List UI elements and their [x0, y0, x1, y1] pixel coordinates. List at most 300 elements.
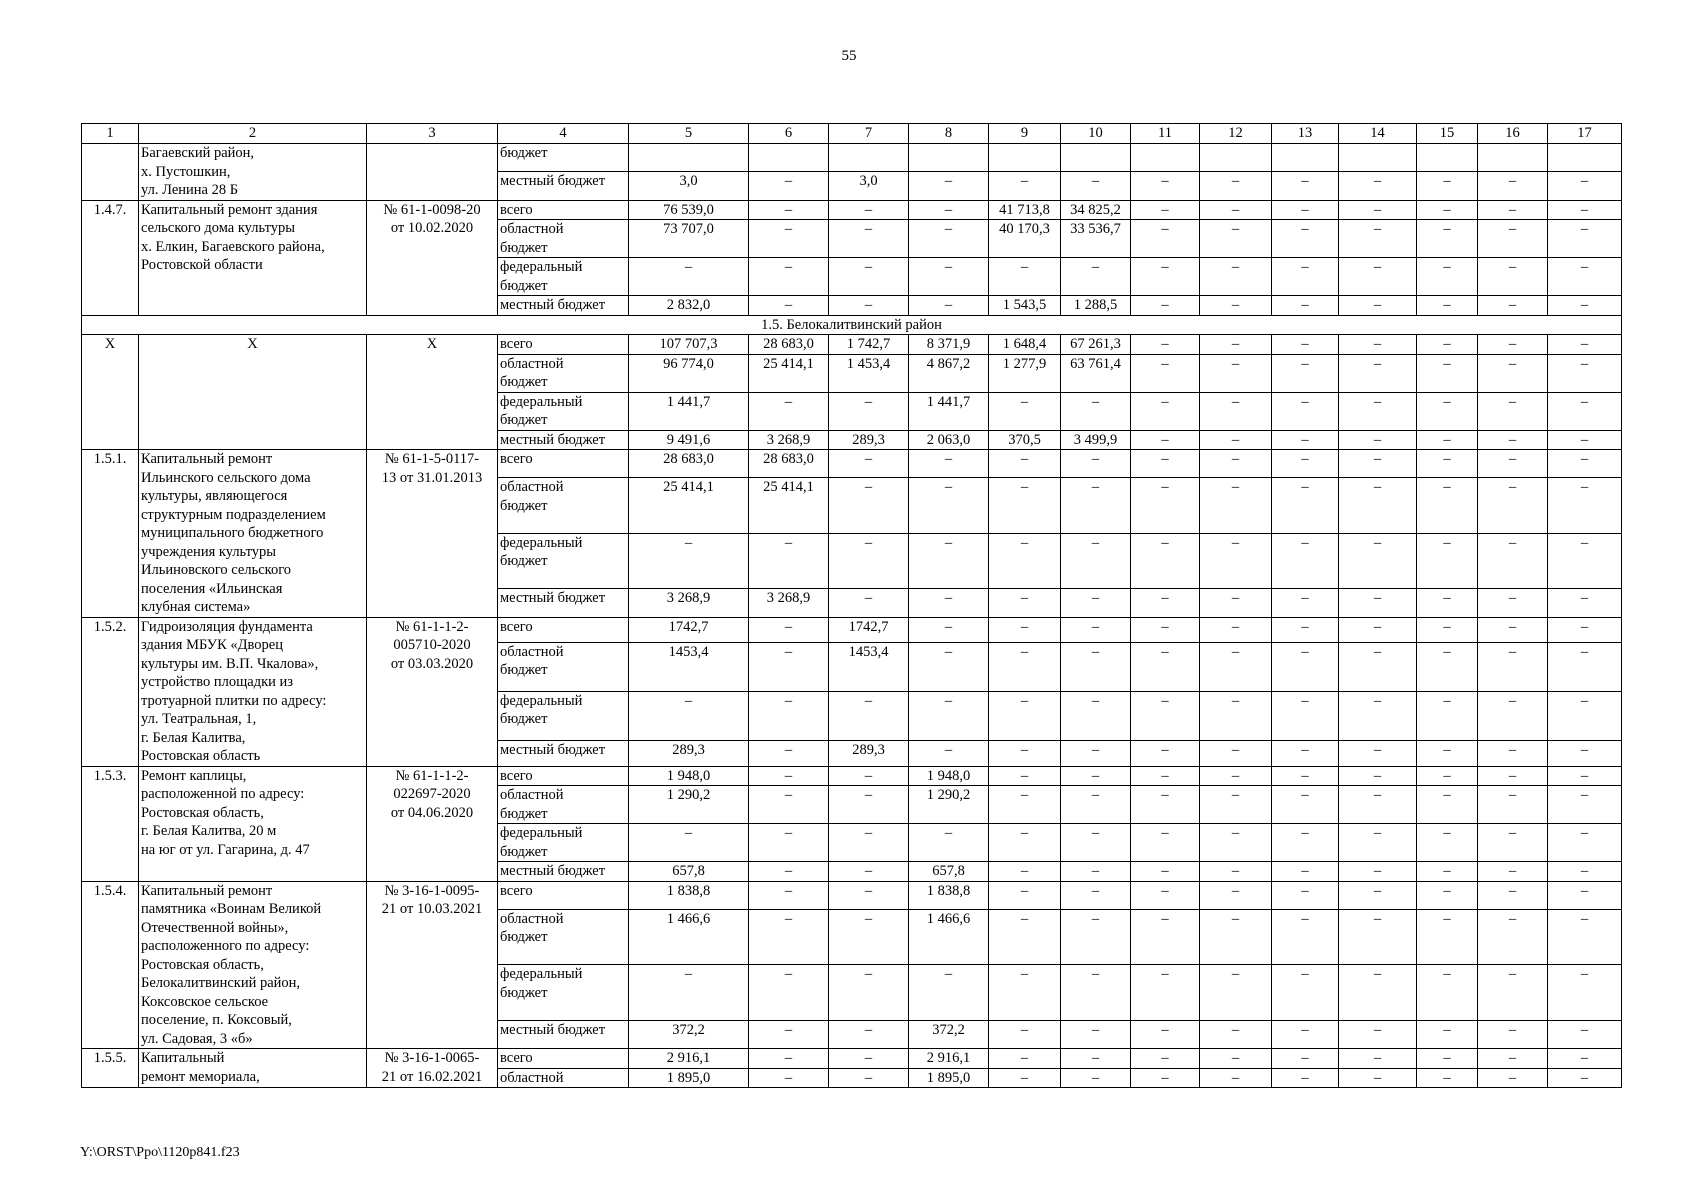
amount-cell: 289,3 [829, 741, 909, 766]
amount-cell: – [1131, 1049, 1200, 1069]
amount-cell: – [1417, 450, 1478, 478]
amount-cell: – [1339, 824, 1417, 862]
column-number: 3 [367, 124, 498, 144]
amount-cell: – [749, 617, 829, 642]
amount-cell: – [629, 965, 749, 1020]
amount-cell: – [1417, 824, 1478, 862]
footer-path: Y:\ORST\Ppo\1120p841.f23 [80, 1145, 240, 1160]
amount-cell: – [989, 1020, 1061, 1048]
amount-cell: – [1478, 909, 1548, 964]
amount-cell: – [1200, 881, 1272, 909]
amount-cell: – [989, 881, 1061, 909]
amount-cell: – [1339, 1049, 1417, 1069]
amount-cell: 1453,4 [829, 642, 909, 691]
amount-cell: 33 536,7 [1061, 220, 1131, 258]
table-row [82, 1049, 1622, 1069]
amount-cell: – [1548, 1020, 1622, 1048]
funding-source: местный бюджет [498, 862, 629, 882]
amount-cell: – [1131, 824, 1200, 862]
amount-cell: – [1417, 1049, 1478, 1069]
funding-source: федеральный бюджет [498, 691, 629, 740]
amount-cell: – [1417, 430, 1478, 450]
amount-cell: – [989, 392, 1061, 430]
amount-cell: – [1548, 478, 1622, 533]
amount-cell: – [1131, 354, 1200, 392]
amount-cell: – [989, 766, 1061, 786]
amount-cell: – [749, 862, 829, 882]
document-number: № 61-1-1-2- 005710-2020 от 03.03.2020 [367, 617, 498, 766]
document-number: № 3-16-1-0095- 21 от 10.03.2021 [367, 881, 498, 1049]
amount-cell: – [1548, 220, 1622, 258]
amount-cell: 25 414,1 [629, 478, 749, 533]
amount-cell: 657,8 [629, 862, 749, 882]
item-number: 1.4.7. [82, 200, 139, 315]
amount-cell: – [749, 1049, 829, 1069]
amount-cell: – [749, 691, 829, 740]
amount-cell: – [1478, 354, 1548, 392]
amount-cell: – [1272, 335, 1339, 355]
amount-cell: – [1339, 862, 1417, 882]
amount-cell: 1 838,8 [909, 881, 989, 909]
amount-cell: – [1200, 392, 1272, 430]
amount-cell: – [1131, 642, 1200, 691]
amount-cell: – [909, 258, 989, 296]
amount-cell: 3,0 [829, 172, 909, 200]
column-number: 1 [82, 124, 139, 144]
amount-cell: – [909, 478, 989, 533]
amount-cell: – [909, 617, 989, 642]
table-row [82, 335, 1622, 355]
amount-cell: – [1131, 691, 1200, 740]
amount-cell: – [829, 220, 909, 258]
page-number: 55 [841, 48, 857, 64]
amount-cell: – [829, 881, 909, 909]
amount-cell: – [1200, 617, 1272, 642]
amount-cell: – [1417, 172, 1478, 200]
funding-source: федеральный бюджет [498, 824, 629, 862]
amount-cell: – [1272, 450, 1339, 478]
document-number: № 61-1-0098-20 от 10.02.2020 [367, 200, 498, 315]
funding-source: областной бюджет [498, 220, 629, 258]
amount-cell: – [1478, 533, 1548, 588]
amount-cell: 76 539,0 [629, 200, 749, 220]
amount-cell: – [1272, 741, 1339, 766]
amount-cell: – [1061, 691, 1131, 740]
amount-cell: 28 683,0 [749, 450, 829, 478]
amount-cell: – [1061, 533, 1131, 588]
amount-cell: – [1478, 1020, 1548, 1048]
amount-cell: – [989, 691, 1061, 740]
amount-cell: – [1200, 741, 1272, 766]
amount-cell: – [1200, 1020, 1272, 1048]
amount-cell [1061, 144, 1131, 172]
amount-cell: – [1478, 589, 1548, 617]
amount-cell: – [1131, 881, 1200, 909]
amount-cell: – [1131, 200, 1200, 220]
amount-cell: – [829, 965, 909, 1020]
item-name: Капитальный ремонт памятника «Воинам Великой Отечественной войны», расположенного по адресу: Ростовская область, Белокалитвинский район, Коксовское сельское поселение, п. Коксовый, ул. Садовая, 3 «б» [139, 881, 367, 1049]
amount-cell [749, 144, 829, 172]
amount-cell: – [1417, 786, 1478, 824]
amount-cell: – [1417, 691, 1478, 740]
amount-cell: – [1478, 392, 1548, 430]
amount-cell: – [989, 786, 1061, 824]
amount-cell: – [1548, 1068, 1622, 1088]
item-name: Багаевский район, х. Пустошкин, ул. Ленина 28 Б [139, 144, 367, 201]
amount-cell: – [1200, 965, 1272, 1020]
amount-cell: – [1272, 862, 1339, 882]
amount-cell: – [1272, 1068, 1339, 1088]
amount-cell: – [1339, 965, 1417, 1020]
amount-cell: 1742,7 [629, 617, 749, 642]
amount-cell: – [1272, 478, 1339, 533]
funding-source: местный бюджет [498, 741, 629, 766]
amount-cell: – [1417, 200, 1478, 220]
amount-cell: – [1061, 909, 1131, 964]
amount-cell: – [1339, 1020, 1417, 1048]
amount-cell [989, 144, 1061, 172]
amount-cell: – [1339, 1068, 1417, 1088]
amount-cell: – [1061, 824, 1131, 862]
amount-cell: – [989, 1049, 1061, 1069]
amount-cell: – [989, 741, 1061, 766]
amount-cell: – [1061, 392, 1131, 430]
column-number: 8 [909, 124, 989, 144]
amount-cell: – [1200, 909, 1272, 964]
amount-cell: 1742,7 [829, 617, 909, 642]
amount-cell: – [1061, 450, 1131, 478]
amount-cell [829, 144, 909, 172]
amount-cell: 28 683,0 [749, 335, 829, 355]
amount-cell: – [1478, 741, 1548, 766]
amount-cell: – [1548, 335, 1622, 355]
amount-cell: – [989, 258, 1061, 296]
amount-cell: – [1131, 335, 1200, 355]
amount-cell: – [1548, 617, 1622, 642]
amount-cell: – [829, 200, 909, 220]
amount-cell: 289,3 [829, 430, 909, 450]
funding-source: федеральный бюджет [498, 392, 629, 430]
amount-cell: – [1272, 430, 1339, 450]
amount-cell: 1 838,8 [629, 881, 749, 909]
item-number: 1.5.1. [82, 450, 139, 618]
amount-cell: – [1478, 1068, 1548, 1088]
amount-cell: – [1061, 172, 1131, 200]
table-row [82, 766, 1622, 786]
amount-cell: – [1548, 862, 1622, 882]
amount-cell: – [1417, 533, 1478, 588]
amount-cell: – [1417, 965, 1478, 1020]
amount-cell: – [1478, 296, 1548, 316]
amount-cell: 63 761,4 [1061, 354, 1131, 392]
amount-cell [1548, 144, 1622, 172]
amount-cell: – [829, 478, 909, 533]
amount-cell: – [749, 824, 829, 862]
amount-cell: – [1131, 589, 1200, 617]
amount-cell: – [1339, 786, 1417, 824]
amount-cell: – [1339, 354, 1417, 392]
section-row [82, 315, 1622, 335]
amount-cell: 1 895,0 [629, 1068, 749, 1088]
amount-cell: 1 277,9 [989, 354, 1061, 392]
amount-cell: – [1548, 533, 1622, 588]
column-number: 16 [1478, 124, 1548, 144]
amount-cell: – [1131, 766, 1200, 786]
column-number: 12 [1200, 124, 1272, 144]
amount-cell: – [749, 200, 829, 220]
item-name: Гидроизоляция фундамента здания МБУК «Дворец культуры им. В.П. Чкалова», устройство площадки из тротуарной плитки по адресу: ул. Театральная, 1, г. Белая Калитва, Ростовская область [139, 617, 367, 766]
amount-cell: – [1339, 172, 1417, 200]
table-row [82, 450, 1622, 478]
funding-source: местный бюджет [498, 172, 629, 200]
amount-cell: – [1478, 258, 1548, 296]
amount-cell: – [1272, 589, 1339, 617]
amount-cell: – [989, 1068, 1061, 1088]
amount-cell: – [1339, 450, 1417, 478]
amount-cell: – [829, 296, 909, 316]
funding-source: местный бюджет [498, 589, 629, 617]
funding-source: федеральный бюджет [498, 258, 629, 296]
amount-cell: – [1131, 172, 1200, 200]
amount-cell: – [1417, 741, 1478, 766]
column-number: 9 [989, 124, 1061, 144]
amount-cell: – [1478, 786, 1548, 824]
amount-cell: – [1478, 824, 1548, 862]
amount-cell: – [1548, 766, 1622, 786]
amount-cell: – [1272, 1020, 1339, 1048]
amount-cell: – [1478, 617, 1548, 642]
amount-cell: 28 683,0 [629, 450, 749, 478]
amount-cell: – [1417, 589, 1478, 617]
amount-cell: – [1478, 881, 1548, 909]
amount-cell: – [1548, 430, 1622, 450]
amount-cell: – [749, 642, 829, 691]
funding-source: местный бюджет [498, 1020, 629, 1048]
funding-source: областной бюджет [498, 478, 629, 533]
amount-cell: – [1478, 172, 1548, 200]
amount-cell: – [1061, 1068, 1131, 1088]
funding-source: всего [498, 450, 629, 478]
amount-cell: – [1061, 1049, 1131, 1069]
amount-cell: – [1339, 220, 1417, 258]
amount-cell: – [1061, 258, 1131, 296]
amount-cell: – [829, 862, 909, 882]
amount-cell: – [1339, 589, 1417, 617]
amount-cell: – [1272, 1049, 1339, 1069]
amount-cell: – [1339, 881, 1417, 909]
amount-cell: – [1061, 617, 1131, 642]
amount-cell: – [1061, 965, 1131, 1020]
column-number: 4 [498, 124, 629, 144]
amount-cell: 41 713,8 [989, 200, 1061, 220]
amount-cell: 657,8 [909, 862, 989, 882]
funding-source: федеральный бюджет [498, 533, 629, 588]
amount-cell: 4 867,2 [909, 354, 989, 392]
amount-cell: – [1548, 450, 1622, 478]
amount-cell: – [1200, 354, 1272, 392]
amount-cell: – [1272, 533, 1339, 588]
amount-cell: – [1339, 691, 1417, 740]
amount-cell: 1 648,4 [989, 335, 1061, 355]
amount-cell: – [829, 766, 909, 786]
amount-cell: – [1131, 965, 1200, 1020]
amount-cell: – [909, 450, 989, 478]
amount-cell [909, 144, 989, 172]
amount-cell: 67 261,3 [1061, 335, 1131, 355]
amount-cell: – [1200, 450, 1272, 478]
amount-cell: – [909, 642, 989, 691]
amount-cell: 1 466,6 [629, 909, 749, 964]
amount-cell: – [1272, 354, 1339, 392]
item-number: 1.5.4. [82, 881, 139, 1049]
amount-cell: – [1272, 909, 1339, 964]
amount-cell: – [909, 691, 989, 740]
item-number: 1.5.5. [82, 1049, 139, 1088]
amount-cell: 1 453,4 [829, 354, 909, 392]
amount-cell: – [1131, 450, 1200, 478]
amount-cell: – [1131, 220, 1200, 258]
amount-cell: – [909, 200, 989, 220]
amount-cell: – [909, 296, 989, 316]
amount-cell: – [1417, 296, 1478, 316]
amount-cell: – [749, 881, 829, 909]
amount-cell: – [909, 965, 989, 1020]
document-number: № 61-1-5-0117- 13 от 31.01.2013 [367, 450, 498, 618]
funding-source: областной бюджет [498, 354, 629, 392]
table-row [82, 617, 1622, 642]
amount-cell: – [1478, 1049, 1548, 1069]
document-number [367, 144, 498, 201]
amount-cell: – [1131, 786, 1200, 824]
table-row [82, 200, 1622, 220]
amount-cell: – [1548, 965, 1622, 1020]
amount-cell: – [1061, 881, 1131, 909]
amount-cell: – [1272, 766, 1339, 786]
amount-cell: 9 491,6 [629, 430, 749, 450]
amount-cell: – [909, 172, 989, 200]
amount-cell: – [1417, 354, 1478, 392]
amount-cell: – [1417, 617, 1478, 642]
amount-cell: – [1061, 642, 1131, 691]
amount-cell: – [1272, 220, 1339, 258]
amount-cell: – [829, 1049, 909, 1069]
amount-cell: – [1200, 1049, 1272, 1069]
amount-cell: – [1548, 881, 1622, 909]
amount-cell: – [1272, 296, 1339, 316]
amount-cell: – [1131, 392, 1200, 430]
amount-cell: – [989, 589, 1061, 617]
amount-cell: – [1478, 642, 1548, 691]
amount-cell: – [1061, 1020, 1131, 1048]
amount-cell: 107 707,3 [629, 335, 749, 355]
amount-cell: – [1478, 450, 1548, 478]
amount-cell: – [1417, 881, 1478, 909]
column-number: 7 [829, 124, 909, 144]
amount-cell: – [1272, 392, 1339, 430]
column-number: 17 [1548, 124, 1622, 144]
amount-cell: – [989, 450, 1061, 478]
amount-cell: – [1417, 1020, 1478, 1048]
funding-source: всего [498, 617, 629, 642]
amount-cell: – [1131, 741, 1200, 766]
amount-cell: – [1548, 392, 1622, 430]
amount-cell: – [749, 741, 829, 766]
amount-cell: – [1478, 430, 1548, 450]
amount-cell: – [829, 589, 909, 617]
amount-cell [1131, 144, 1200, 172]
amount-cell: 1 441,7 [909, 392, 989, 430]
amount-cell: – [1200, 430, 1272, 450]
amount-cell: – [989, 617, 1061, 642]
column-number: 13 [1272, 124, 1339, 144]
amount-cell: – [1339, 392, 1417, 430]
amount-cell: – [1200, 296, 1272, 316]
amount-cell: – [1478, 965, 1548, 1020]
amount-cell: – [1548, 642, 1622, 691]
amount-cell: – [1339, 617, 1417, 642]
amount-cell: – [1200, 533, 1272, 588]
amount-cell: – [1131, 258, 1200, 296]
amount-cell: – [1200, 1068, 1272, 1088]
amount-cell: – [1548, 909, 1622, 964]
amount-cell: 1 948,0 [629, 766, 749, 786]
amount-cell: 73 707,0 [629, 220, 749, 258]
amount-cell: – [749, 766, 829, 786]
amount-cell: – [749, 965, 829, 1020]
amount-cell: – [1417, 909, 1478, 964]
amount-cell: – [1548, 786, 1622, 824]
amount-cell: 1 441,7 [629, 392, 749, 430]
amount-cell: – [629, 258, 749, 296]
amount-cell: – [1200, 691, 1272, 740]
amount-cell: – [1417, 335, 1478, 355]
amount-cell: – [749, 392, 829, 430]
amount-cell: – [829, 1068, 909, 1088]
amount-cell: – [629, 533, 749, 588]
amount-cell: – [1131, 909, 1200, 964]
header-row [82, 124, 1622, 144]
amount-cell: – [829, 450, 909, 478]
item-name: Ремонт каплицы, расположенной по адресу: Ростовская область, г. Белая Калитва, 20 м на юг от ул. Гагарина, д. 47 [139, 766, 367, 881]
funding-source: федеральный бюджет [498, 965, 629, 1020]
amount-cell: – [749, 909, 829, 964]
table-row [82, 144, 1622, 172]
amount-cell: 2 916,1 [629, 1049, 749, 1069]
document-number: Х [367, 335, 498, 450]
amount-cell: – [909, 824, 989, 862]
amount-cell: 1 948,0 [909, 766, 989, 786]
amount-cell: – [1200, 220, 1272, 258]
amount-cell: – [1131, 296, 1200, 316]
amount-cell: – [749, 533, 829, 588]
amount-cell: – [1200, 200, 1272, 220]
funding-source: бюджет [498, 144, 629, 172]
column-number: 5 [629, 124, 749, 144]
amount-cell: – [989, 478, 1061, 533]
amount-cell: – [749, 172, 829, 200]
funding-source: всего [498, 766, 629, 786]
amount-cell: 25 414,1 [749, 354, 829, 392]
amount-cell: – [1478, 220, 1548, 258]
amount-cell: – [1061, 589, 1131, 617]
amount-cell: – [989, 965, 1061, 1020]
amount-cell: – [829, 824, 909, 862]
amount-cell: – [989, 172, 1061, 200]
amount-cell: – [749, 258, 829, 296]
amount-cell: – [1339, 258, 1417, 296]
amount-cell: – [989, 824, 1061, 862]
amount-cell: – [989, 909, 1061, 964]
